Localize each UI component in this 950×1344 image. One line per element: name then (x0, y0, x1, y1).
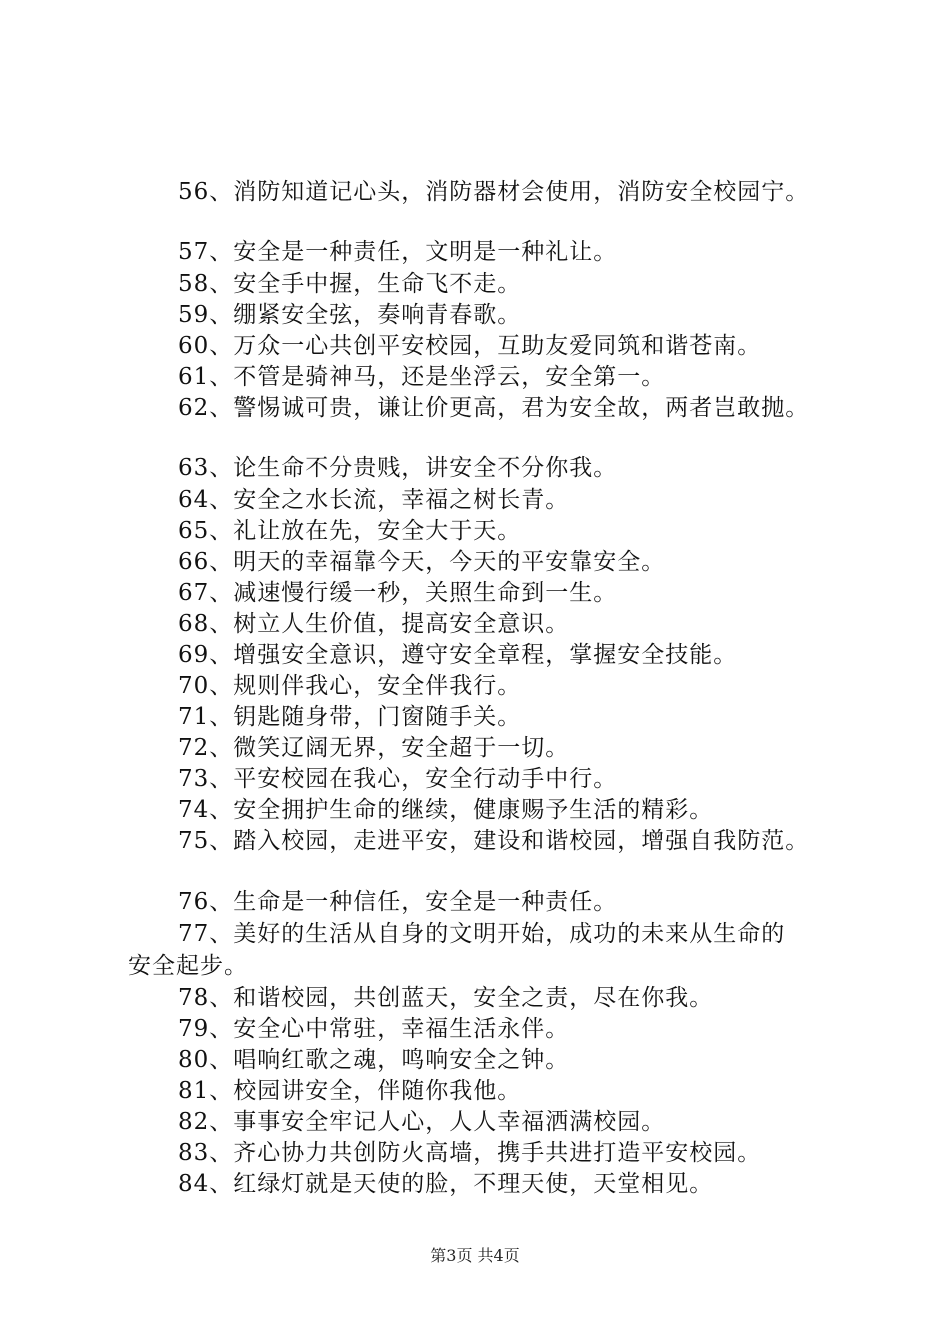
slogan-line: 67、减速慢行缓一秒，关照生命到一生。 (178, 580, 618, 606)
slogan-line: 70、规则伴我心，安全伴我行。 (178, 673, 522, 699)
slogan-line: 82、事事安全牢记人心，人人幸福洒满校园。 (178, 1109, 666, 1135)
slogan-line: 59、绷紧安全弦，奏响青春歌。 (178, 302, 522, 328)
slogan-line: 71、钥匙随身带，门窗随手关。 (178, 704, 522, 730)
slogan-line: 57、安全是一种责任，文明是一种礼让。 (178, 239, 618, 265)
slogan-line: 74、安全拥护生命的继续，健康赐予生活的精彩。 (178, 797, 714, 823)
slogan-line: 77、美好的生活从自身的文明开始，成功的未来从生命的 (178, 921, 786, 947)
slogan-line: 78、和谐校园，共创蓝天，安全之责，尽在你我。 (178, 985, 714, 1011)
page-number-footer: 第3页 共4页 (430, 1246, 520, 1265)
slogan-line: 56、消防知道记心头，消防器材会使用，消防安全校园宁。 (178, 179, 810, 205)
slogan-line: 83、齐心协力共创防火高墙，携手共进打造平安校园。 (178, 1140, 762, 1166)
slogan-line: 65、礼让放在先，安全大于天。 (178, 518, 522, 544)
slogan-line: 68、树立人生价值，提高安全意识。 (178, 611, 570, 637)
slogan-line: 76、生命是一种信任，安全是一种责任。 (178, 889, 618, 915)
slogan-line: 63、论生命不分贵贱，讲安全不分你我。 (178, 455, 618, 481)
slogan-line: 58、安全手中握，生命飞不走。 (178, 271, 522, 297)
slogan-line: 72、微笑辽阔无界，安全超于一切。 (178, 735, 570, 761)
slogan-line: 80、唱响红歌之魂，鸣响安全之钟。 (178, 1047, 570, 1073)
slogan-line: 64、安全之水长流，幸福之树长青。 (178, 487, 570, 513)
slogan-line: 84、红绿灯就是天使的脸，不理天使，天堂相见。 (178, 1171, 714, 1197)
slogan-line: 73、平安校园在我心，安全行动手中行。 (178, 766, 618, 792)
slogan-line: 66、明天的幸福靠今天，今天的平安靠安全。 (178, 549, 666, 575)
slogan-line-continuation: 安全起步。 (128, 953, 248, 979)
slogan-line: 60、万众一心共创平安校园，互助友爱同筑和谐苍南。 (178, 333, 762, 359)
slogan-line: 61、不管是骑神马，还是坐浮云，安全第一。 (178, 364, 666, 390)
slogan-line: 69、增强安全意识，遵守安全章程，掌握安全技能。 (178, 642, 738, 668)
slogan-line: 62、警惕诚可贵，谦让价更高，君为安全故，两者岂敢抛。 (178, 395, 810, 421)
slogan-line: 79、安全心中常驻，幸福生活永伴。 (178, 1016, 570, 1042)
slogan-line: 75、踏入校园，走进平安，建设和谐校园，增强自我防范。 (178, 828, 810, 854)
slogan-line: 81、校园讲安全，伴随你我他。 (178, 1078, 522, 1104)
